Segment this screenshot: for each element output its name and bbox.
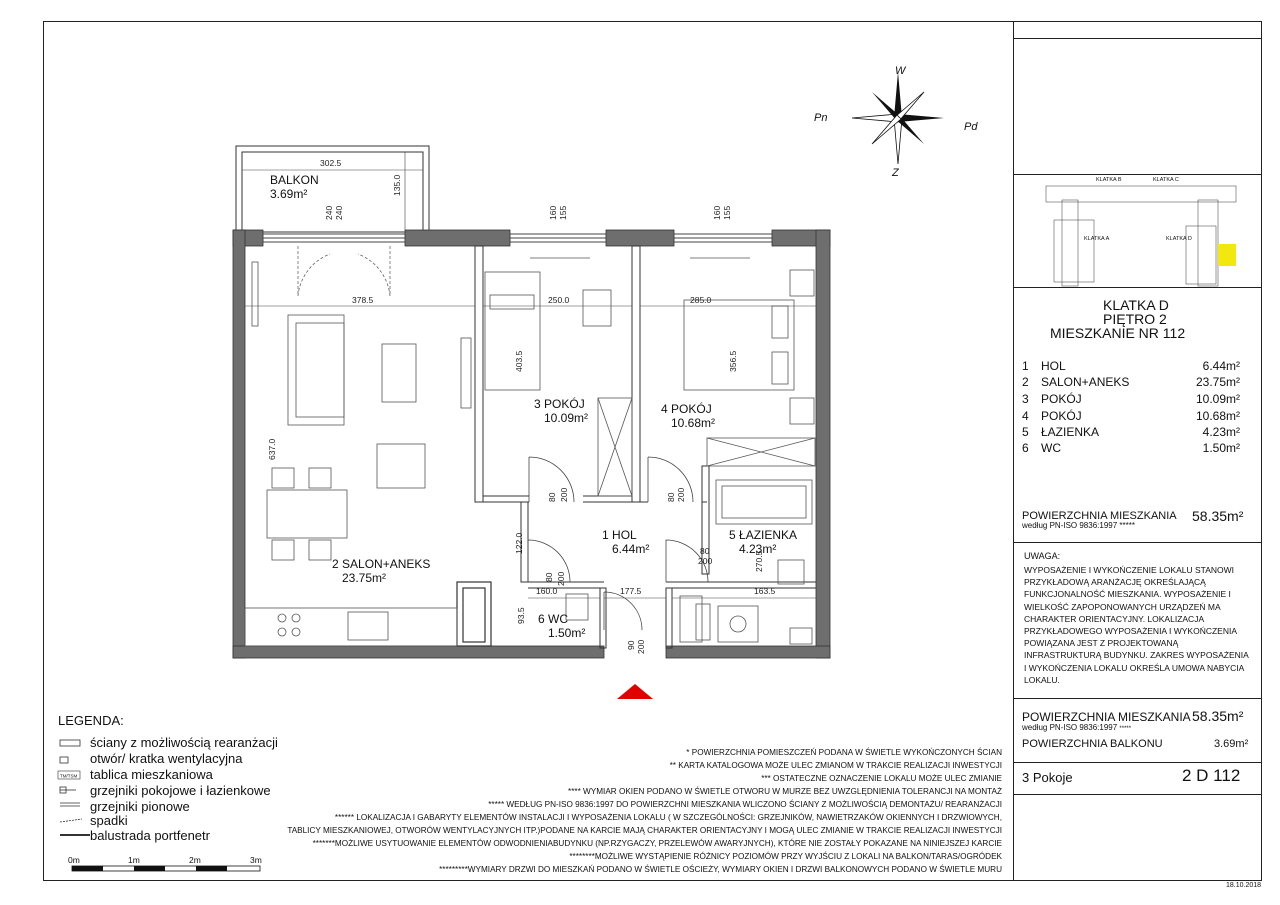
date-stamp: 18.10.2018 bbox=[1226, 882, 1262, 889]
uwaga-line: WIELKOŚĆ ZAPOPONOWANYCH URZĄDZEŃ MA bbox=[1024, 601, 1221, 612]
dim-19: 122.0 bbox=[514, 532, 524, 554]
uwaga-line: FUNKCJONALNOŚĆ MIESZKANIA. WYPOSAŻENIE I bbox=[1024, 589, 1231, 600]
pow-label: POWIERZCHNIA MIESZKANIA bbox=[1022, 510, 1177, 522]
pow-sub: według PN-ISO 9836:1997 ***** bbox=[1022, 521, 1135, 530]
dim-6: 155 bbox=[558, 205, 568, 220]
legend-item: balustrada portfenetr bbox=[90, 828, 210, 843]
room4-furniture bbox=[684, 258, 814, 424]
room-name-1: HOL bbox=[612, 528, 637, 542]
uwaga-line: LOKALU. bbox=[1024, 674, 1060, 685]
compass-e: Pd bbox=[964, 121, 978, 133]
room-no-5: 5 bbox=[729, 528, 736, 542]
footnote: ***** WEDŁUG PN-ISO 9836:1997 DO POWIERZCHNI MIESZKANIA WLICZONO ŚCIANY Z MOŻLIWOŚCIĄ DEMONTAŻU/ REARANŻACJI bbox=[488, 800, 1002, 809]
info-room-no: 3 bbox=[1022, 392, 1029, 406]
site-label-d: KLATKA D bbox=[1166, 236, 1192, 242]
panel-line-6 bbox=[1013, 794, 1262, 795]
compass-s: Z bbox=[892, 167, 899, 179]
legend-item: ściany z możliwością rearanżacji bbox=[90, 735, 278, 750]
pow-value: 58.35m² bbox=[1192, 508, 1244, 524]
room-label-3 bbox=[534, 397, 588, 425]
entrance-marker bbox=[617, 684, 653, 699]
room-name-3: POKÓJ bbox=[544, 397, 585, 411]
uwaga-line: CHARAKTER ORIENTACYJNY. LOKALIZACJA bbox=[1024, 613, 1205, 624]
room-area-1: 6.44m² bbox=[612, 542, 650, 556]
info-room-area: 10.68m² bbox=[1195, 409, 1240, 423]
info-room-name: WC bbox=[1041, 441, 1061, 455]
site-plan-highlight bbox=[1218, 244, 1236, 266]
dim-30: 200 bbox=[636, 639, 646, 654]
pow2-label: POWIERZCHNIA MIESZKANIA bbox=[1022, 710, 1191, 724]
panel-line-2 bbox=[1013, 287, 1262, 288]
compass-n: W bbox=[895, 65, 906, 77]
info-room-no: 4 bbox=[1022, 409, 1029, 423]
footnote: *******MOŻLIWE USYTUOWANIE ELEMENTÓW ODWODNIENIABUDYNKU (NP.RZYGACZY, PRZELEWÓW AWARYJNYCH), KTÓRE NIE ZOSTAŁY POKAZANE NA NINIEJSZEJ KARCIE bbox=[312, 839, 1002, 848]
info-room-no: 5 bbox=[1022, 425, 1029, 439]
site-label-a: KLATKA A bbox=[1084, 236, 1110, 242]
balkon-info-label: POWIERZCHNIA BALKONU bbox=[1022, 738, 1163, 750]
dim-1: 302.5 bbox=[320, 158, 342, 168]
footnote: TABLICY MIESZKANIOWEJ, OTWORÓW WENTYLACYJNYCH ITP.)PODANE NA KARCIE MAJĄ CHARAKTER ORIENTACYJNY I MOGĄ ULEC ZMIANIE W TRAKCIE REALIZACJI INWESTYCJI bbox=[287, 826, 1002, 835]
dim-5: 160 bbox=[548, 205, 558, 220]
footnote: * POWIERZCHNIA POMIESZCZEŃ PODANA W ŚWIETLE WYKOŃCZONYCH ŚCIAN bbox=[686, 748, 1002, 757]
legend-symbols bbox=[60, 740, 90, 835]
dim-17: 80 bbox=[666, 492, 676, 502]
apartment-code: 2 D 112 bbox=[1182, 766, 1241, 785]
legend-item: grzejniki pionowe bbox=[90, 799, 190, 814]
uwaga-line: POWIĄZANA JEST Z PROJEKTOWANĄ bbox=[1024, 638, 1179, 649]
room-name-4: POKÓJ bbox=[671, 402, 712, 416]
info-room-name: ŁAZIENKA bbox=[1041, 425, 1100, 439]
tablica-tag: TM/TSM bbox=[60, 773, 78, 779]
uwaga-line: INFRASTRUKTURĄ BUDYNKU. ZAKRES WYPOSAŻENIA bbox=[1024, 650, 1249, 661]
dim-10: 250.0 bbox=[548, 295, 570, 305]
dim-11: 285.0 bbox=[690, 295, 712, 305]
room-no-2: 2 bbox=[332, 557, 339, 571]
uwaga-line: PRZYKŁADOWEGO WYPOSAŻENIA I WYKOŃCZENIA bbox=[1024, 626, 1238, 637]
room-name-6: WC bbox=[548, 612, 569, 626]
uwaga-line: PRZYKŁADOWĄ ARANŻACJĘ OKREŚLAJĄCĄ bbox=[1024, 577, 1206, 588]
site-label-b: KLATKA B bbox=[1096, 177, 1122, 183]
info-room-area: 23.75m² bbox=[1195, 375, 1240, 389]
info-room-no: 1 bbox=[1022, 359, 1029, 373]
legend-item: spadki bbox=[90, 813, 128, 828]
pietro-title: PIĘTRO 2 bbox=[1103, 311, 1167, 327]
uwaga-text bbox=[1024, 564, 1254, 686]
klatka-title: KLATKA D bbox=[1103, 297, 1169, 313]
balkon-label bbox=[270, 173, 319, 201]
panel-line-3 bbox=[1013, 542, 1262, 543]
sheet-divider bbox=[1013, 21, 1014, 881]
uwaga-line: I WYKOŃCZENIA LOKALU OKREŚLA UMOWA NABYCIA bbox=[1024, 662, 1245, 673]
info-room-name: SALON+ANEKS bbox=[1041, 375, 1130, 389]
room3-furniture bbox=[485, 258, 611, 390]
dim-9: 378.5 bbox=[352, 295, 374, 305]
balcony-door bbox=[298, 246, 390, 296]
balkon-area: 3.69m² bbox=[270, 187, 308, 201]
room-label-4 bbox=[661, 402, 715, 430]
dim-29: 90 bbox=[626, 640, 636, 650]
panel-line-1 bbox=[1013, 174, 1262, 175]
info-room-name: POKÓJ bbox=[1041, 409, 1082, 423]
scale-labels bbox=[68, 855, 262, 865]
dim-2: 135.0 bbox=[392, 174, 402, 196]
panel-line-4 bbox=[1013, 698, 1262, 699]
dim-8: 155 bbox=[722, 205, 732, 220]
dim-16: 200 bbox=[559, 487, 569, 502]
room-no-1: 1 bbox=[602, 528, 609, 542]
room-area-2: 23.75m² bbox=[342, 571, 387, 585]
scale-bar bbox=[72, 866, 260, 871]
shaft bbox=[457, 582, 491, 646]
dim-18: 200 bbox=[676, 487, 686, 502]
dim-22: 80 bbox=[700, 546, 710, 556]
pow2-stars: ***** bbox=[1119, 726, 1132, 732]
info-room-name: POKÓJ bbox=[1041, 392, 1082, 406]
balkon-info-value: 3.69m² bbox=[1214, 738, 1249, 750]
dim-21: 200 bbox=[556, 571, 566, 586]
room-label-5 bbox=[729, 528, 797, 556]
dim-4: 240 bbox=[334, 205, 344, 220]
balkon-name: BALKON bbox=[270, 173, 319, 187]
dim-24: 270.5 bbox=[754, 550, 764, 572]
footnote: ********MOŻLIWE WYSTĄPIENIE RÓŻNICY POZIOMÓW PRZY WYJŚCIU Z LOKALI NA BALKON/TARAS/OGRÓDEK bbox=[569, 852, 1002, 861]
pow2-value: 58.35m² bbox=[1192, 708, 1244, 724]
panel-line-5 bbox=[1013, 762, 1262, 763]
dim-14: 637.0 bbox=[267, 438, 277, 460]
legend-item: otwór/ kratka wentylacyjna bbox=[90, 751, 243, 766]
pokoje-count: 3 Pokoje bbox=[1022, 770, 1073, 785]
dim-13: 356.5 bbox=[728, 350, 738, 372]
scale-1: 1m bbox=[128, 855, 140, 865]
info-room-area: 1.50m² bbox=[1202, 441, 1240, 455]
info-room-name: HOL bbox=[1041, 359, 1066, 373]
dim-20: 80 bbox=[544, 572, 554, 582]
dim-3: 240 bbox=[324, 205, 334, 220]
dim-7: 160 bbox=[712, 205, 722, 220]
room-area-6: 1.50m² bbox=[548, 626, 586, 640]
wc-fixtures bbox=[566, 594, 702, 642]
legend-title: LEGENDA: bbox=[58, 713, 124, 728]
footnote: ****** LOKALIZACJA I GABARYTY ELEMENTÓW INSTALACJI I WYPOSAŻENIA LOKALU ( W SZCZEGÓLNOŚCI: GRZEJNIKÓW, NAWIETRZAKÓW OKIENNYCH I DRZWIOWYCH, bbox=[334, 813, 1002, 822]
dim-25: 160.0 bbox=[536, 586, 558, 596]
room-no-3: 3 bbox=[534, 397, 541, 411]
room-area-3: 10.09m² bbox=[544, 411, 589, 425]
uwaga-title: UWAGA: bbox=[1024, 551, 1061, 561]
uwaga-line: WYPOSAŻENIE I WYKOŃCZENIE LOKALU STANOWI bbox=[1024, 565, 1235, 575]
site-label-c: KLATKA C bbox=[1153, 177, 1179, 183]
room-label-1 bbox=[602, 528, 649, 556]
dim-28: 93.5 bbox=[516, 607, 526, 624]
dim-26: 177.5 bbox=[620, 586, 642, 596]
info-room-area: 6.44m² bbox=[1202, 359, 1240, 373]
compass-rose bbox=[852, 72, 944, 164]
exterior-walls bbox=[233, 230, 830, 658]
dim-23: 200 bbox=[698, 556, 713, 566]
room-area-5: 4.23m² bbox=[739, 542, 777, 556]
living-furniture bbox=[245, 262, 471, 646]
footnote: ** KARTA KATALOGOWA MOŻE ULEC ZMIANOM W TRAKCIE REALIZACJI INWESTYCJI bbox=[669, 761, 1002, 770]
footnote: *********WYMIARY DRZWI DO MIESZKAŃ PODANO W ŚWIETLE OŚCIEŻY, WYMIARY OKIEN I DRZWI BALKONOWYCH PODANO W ŚWIETLE MURU bbox=[439, 865, 1002, 874]
room-name-5: ŁAZIENKA bbox=[739, 528, 798, 542]
pow2-sub-text: według PN-ISO 9836:1997 bbox=[1022, 723, 1118, 732]
info-room-area: 4.23m² bbox=[1202, 425, 1240, 439]
info-room-area: 10.09m² bbox=[1195, 392, 1240, 406]
dim-12: 403.5 bbox=[514, 350, 524, 372]
dim-15: 80 bbox=[547, 492, 557, 502]
room-no-6: 6 bbox=[538, 612, 545, 626]
info-room-no: 6 bbox=[1022, 441, 1029, 455]
windows bbox=[263, 234, 772, 242]
room-area-4: 10.68m² bbox=[671, 416, 716, 430]
footnote: *** OSTATECZNE OZNACZENIE LOKALU MOŻE ULEC ZMIANIE bbox=[761, 774, 1002, 783]
room-no-4: 4 bbox=[661, 402, 668, 416]
compass-w: Pn bbox=[814, 112, 828, 124]
mieszkanie-title: MIESZKANIE NR 112 bbox=[1050, 325, 1186, 341]
info-room-no: 2 bbox=[1022, 375, 1029, 389]
panel-line-top bbox=[1013, 38, 1262, 39]
scale-2: 2m bbox=[189, 855, 201, 865]
legend-item: grzejniki pokojowe i łazienkowe bbox=[90, 783, 271, 798]
scale-0: 0m bbox=[68, 855, 80, 865]
dim-27: 163.5 bbox=[754, 586, 776, 596]
scale-3: 3m bbox=[250, 855, 262, 865]
room-label-6 bbox=[538, 612, 585, 640]
room-name-2: SALON+ANEKS bbox=[342, 557, 431, 571]
room-label-2 bbox=[332, 557, 430, 585]
pow2-sub bbox=[1022, 723, 1131, 732]
footnote: **** WYMIAR OKIEN PODANO W ŚWIETLE OTWORU W MURZE BEZ UWZGLĘDNIENIA TOLERANCJI NA MONTAŻ bbox=[568, 787, 1002, 796]
legend-item: tablica mieszkaniowa bbox=[90, 767, 213, 782]
